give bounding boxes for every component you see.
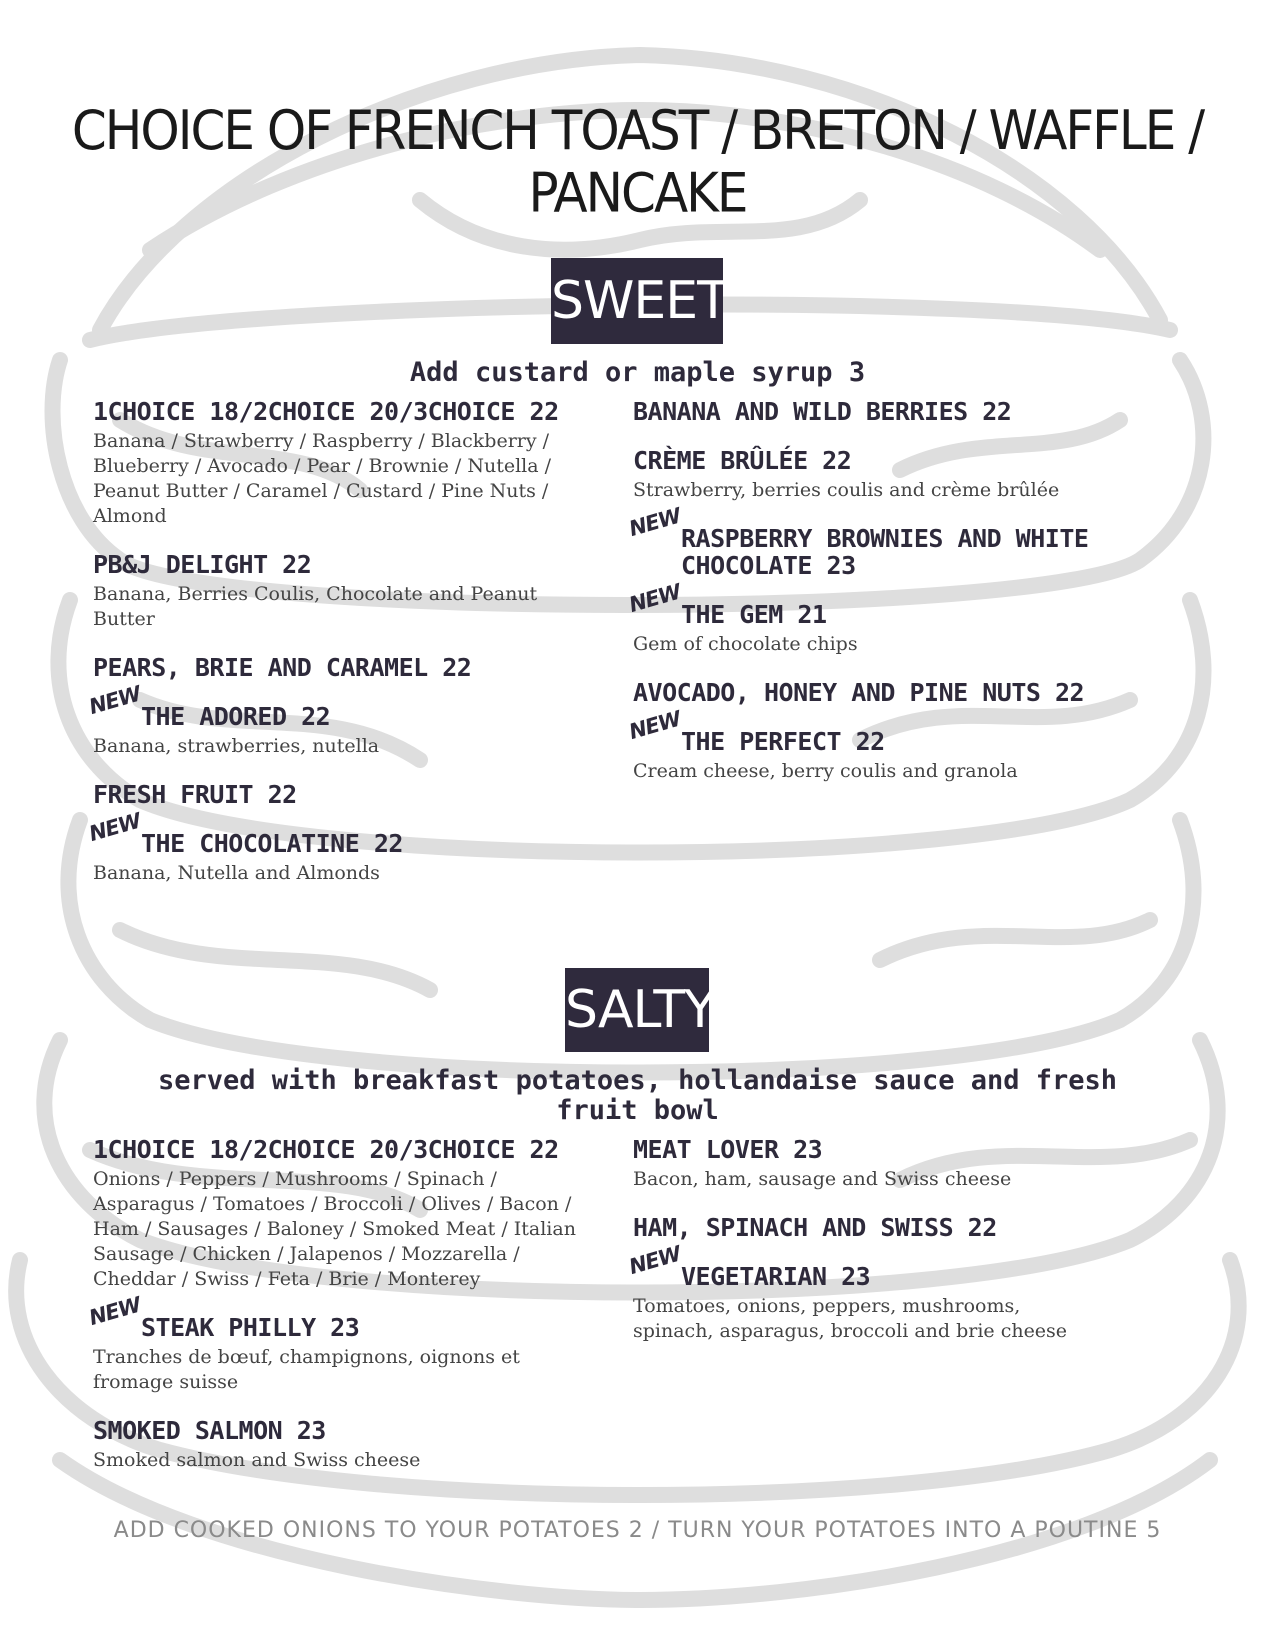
new-badge: NEW [86, 808, 144, 846]
menu-item [93, 551, 583, 632]
menu-item-description: Tomatoes, onions, peppers, mushrooms, spinach, asparagus, broccoli and brie cheese [633, 1295, 1068, 1342]
menu-item-name: PEARS, BRIE AND CARAMEL 22 [93, 653, 472, 682]
new-badge: NEW [626, 706, 684, 744]
salty-section-badge: SALTY [565, 968, 709, 1052]
sweet-left-column [86, 397, 583, 908]
menu-item [633, 1214, 1083, 1241]
menu-item-name: VEGETARIAN 23 [681, 1262, 871, 1291]
menu-item [633, 679, 1103, 706]
menu-item [633, 398, 1103, 425]
menu-item-description: Smoked salmon and Swiss cheese [93, 1449, 421, 1471]
menu-item [626, 579, 1103, 657]
menu-title: CHOICE OF FRENCH TOAST / BRETON / WAFFLE / PANCAKE [71, 99, 1204, 225]
footer-note: ADD COOKED ONIONS TO YOUR POTATOES 2 / TURN YOUR POTATOES INTO A POUTINE 5 [113, 1518, 1162, 1543]
menu-item-description: Cream cheese, berry coulis and granola [633, 760, 1018, 782]
menu-item-name: 1CHOICE 18/2CHOICE 20/3CHOICE 22 [93, 1135, 559, 1164]
menu-item [93, 1136, 583, 1292]
menu-item-name: SMOKED SALMON 23 [93, 1416, 326, 1445]
menu-item [93, 1417, 583, 1473]
sweet-note: Add custard or maple syrup 3 [409, 357, 866, 388]
menu-item [86, 1292, 583, 1395]
new-badge: NEW [626, 1241, 684, 1279]
menu-item-description: Banana, Berries Coulis, Chocolate and Peanut Butter [93, 583, 538, 630]
sweet-right-column [626, 397, 1103, 806]
menu-item-name: PB&J DELIGHT 22 [93, 550, 312, 579]
menu-item-name: BANANA AND WILD BERRIES 22 [633, 397, 1012, 426]
menu-item-name: HAM, SPINACH AND SWISS 22 [633, 1213, 997, 1242]
menu-item [86, 681, 583, 759]
menu-item-name: STEAK PHILLY 23 [141, 1313, 360, 1342]
menu-item [626, 503, 1103, 580]
menu-item-description: Gem of chocolate chips [633, 633, 858, 655]
sweet-section-badge: SWEET [551, 258, 723, 344]
new-badge: NEW [626, 579, 684, 617]
menu-item-description: Banana / Strawberry / Raspberry / Blackberry / Blueberry / Avocado / Pear / Brownie / Nutella / Peanut Butter / Caramel / Custard / Pine Nuts / Almond [93, 430, 551, 527]
menu-item [633, 1136, 1083, 1192]
menu-item-name: 1CHOICE 18/2CHOICE 20/3CHOICE 22 [93, 397, 559, 426]
menu-item-name: MEAT LOVER 23 [633, 1135, 823, 1164]
menu-item-name: THE CHOCOLATINE 22 [141, 829, 403, 858]
menu-item [93, 781, 583, 808]
menu-item-description: Strawberry, berries coulis and crème brûlée [633, 479, 1060, 501]
new-badge: NEW [626, 503, 684, 541]
menu-item [633, 447, 1103, 503]
menu-item [93, 398, 583, 529]
menu-item-name: FRESH FRUIT 22 [93, 780, 297, 809]
menu-item-name: THE PERFECT 22 [681, 727, 885, 756]
menu-item-description: Bacon, ham, sausage and Swiss cheese [633, 1168, 1012, 1190]
menu-item-name: RASPBERRY BROWNIES AND WHITE CHOCOLATE 23 [681, 524, 1089, 580]
menu-item [93, 654, 583, 681]
menu-item-description: Onions / Peppers / Mushrooms / Spinach / Asparagus / Tomatoes / Broccoli / Olives / Bacon / Ham / Sausages / Baloney / Smoked Meat / Italian Sausage / Chicken / Jalapenos / Mozzarella / Cheddar / Swiss / Feta / Brie / Monterey [93, 1168, 576, 1290]
salty-note: served with breakfast potatoes, hollandaise sauce and fresh fruit bowl [157, 1065, 1118, 1126]
menu-item-name: CRÈME BRÛLÉE 22 [633, 446, 852, 475]
menu-item-name: THE GEM 21 [681, 600, 827, 629]
menu-item-description: Banana, strawberries, nutella [93, 735, 380, 757]
salty-right-column [626, 1135, 1083, 1366]
new-badge: NEW [86, 1292, 144, 1330]
menu-item [626, 1241, 1083, 1344]
new-badge: NEW [86, 681, 144, 719]
menu-item [626, 706, 1103, 784]
menu-item-description: Tranches de bœuf, champignons, oignons et fromage suisse [93, 1346, 520, 1393]
salty-left-column [86, 1135, 583, 1495]
menu-item-name: AVOCADO, HONEY AND PINE NUTS 22 [633, 678, 1085, 707]
menu-item-description: Banana, Nutella and Almonds [93, 862, 380, 884]
menu-item [86, 808, 583, 886]
menu-item-name: THE ADORED 22 [141, 702, 331, 731]
